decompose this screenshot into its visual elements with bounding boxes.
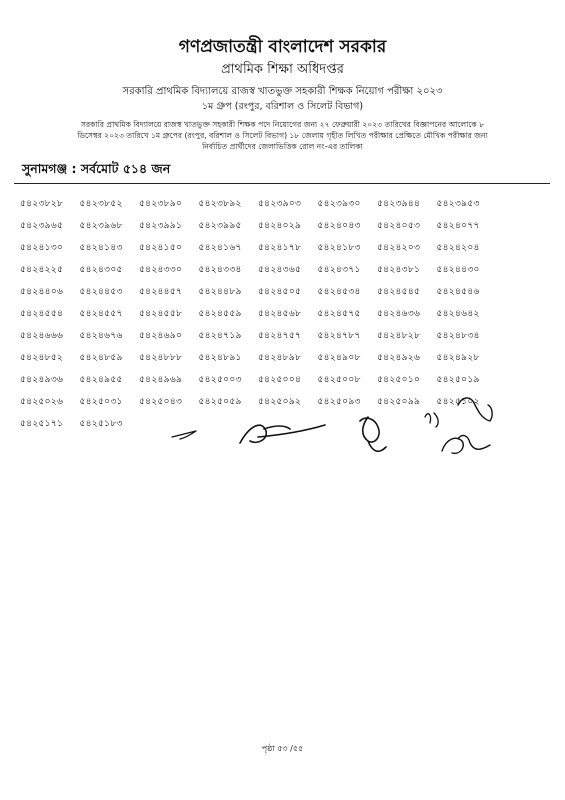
roll-number: ৫৪২৪৫৬৮ — [258, 308, 302, 319]
roll-number: ৫৪২৪৩৮১ — [377, 264, 421, 275]
roll-number: ৫৪২৪৯৬৯ — [139, 374, 183, 385]
roll-number: ৫৪২৩৮২৮ — [20, 198, 64, 209]
roll-number: ৫৪২৫০১৯ — [436, 374, 480, 385]
district-heading: সুনামগঞ্জ : সর্বমোট ৫১৪ জন — [22, 161, 171, 176]
roll-number: ৫৪২৪৯৫৫ — [79, 374, 123, 385]
roll-number: ৫৪২৪৫৫৪ — [20, 308, 64, 319]
roll-number: ৫৪২৪৪৫৭ — [139, 286, 183, 297]
department-title: প্রাথমিক শিক্ষা অধিদপ্তর — [221, 62, 344, 77]
roll-number: ৫৪২৪৮৫২ — [20, 352, 64, 363]
roll-number: ৫৪২৫০১০ — [377, 374, 421, 385]
roll-number: ৫৪২৫১৭১ — [20, 418, 64, 429]
roll-number: ৫৪২৪৮২৮ — [377, 330, 421, 341]
government-title: গণপ্রজাতন্ত্রী বাংলাদেশ সরকার — [178, 37, 387, 57]
roll-number: ৫৪২৪৩৭১ — [317, 264, 361, 275]
roll-number: ৫৪২৪১৩০ — [20, 242, 64, 253]
roll-number: ৫৪২৩৯৬৫ — [20, 220, 64, 231]
roll-number: ৫৪২৪৬৩৬ — [377, 308, 421, 319]
roll-number: ৫৪২৫১৮৩ — [79, 418, 123, 429]
roll-number: ৫৪২৪৮৩৪ — [436, 330, 480, 341]
roll-number: ৫৪২৪৬৭৬ — [79, 330, 123, 341]
roll-number: ৫৪২৪২২৫ — [20, 264, 64, 275]
exam-title: সরকারি প্রাথমিক বিদ্যালয়ে রাজস্ব খাতভুক্ত সহকারী শিক্ষক নিয়োগ পরীক্ষা ২০২৩ — [122, 86, 443, 97]
roll-number: ৫৪২৩৯৪৪ — [377, 198, 421, 209]
roll-number: ৫৪২৪৪০৬ — [20, 286, 64, 297]
roll-number: ৫৪২৫০০৪ — [258, 374, 302, 385]
roll-number: ৫৪২৪১৫০ — [139, 242, 183, 253]
roll-number: ৫৪২৪৯২৮ — [436, 352, 480, 363]
roll-number: ৫৪২৪৫৫৮ — [139, 308, 183, 319]
roll-number: ৫৪২৪৫৫৭ — [79, 308, 123, 319]
roll-number: ৫৪২৫১০২ — [436, 396, 480, 407]
roll-number: ৫৪২৪৪৮৯ — [198, 286, 242, 297]
roll-number: ৫৪২৩৯৯৫ — [198, 220, 242, 231]
notice-line: নির্বাচিত প্রার্থীদের জেলাভিত্তিক রোল নং-এর তালিকা — [202, 142, 363, 151]
roll-number: ৫৪২৪১৬৭ — [198, 242, 242, 253]
signature-5 — [458, 398, 492, 421]
roll-number: ৫৪২৪৩০৫ — [79, 264, 123, 275]
roll-number: ৫৪২৪০৪৩ — [317, 220, 361, 231]
roll-number: ৫৪২৩৯৫৩ — [436, 198, 480, 209]
page-number: পৃষ্ঠা ৫৩ /৫৫ — [261, 744, 304, 753]
roll-number: ৫৪২৪২০৪ — [436, 242, 480, 253]
roll-number: ৫৪২৪০৭৭ — [436, 220, 480, 231]
roll-number: ৫৪২৪৯০৮ — [317, 352, 361, 363]
notice-line: সরকারি প্রাথমিক বিদ্যালয়ে রাজস্ব খাতভুক্ত সহকারী শিক্ষক পদে নিয়োগের জন্য ২৭ ফেব্রুয়ারী ২০২৩ তারিখের বিজ্ঞাপনের আলোকে ৮ — [80, 120, 485, 129]
roll-number: ৫৪২৩৮৯২ — [198, 198, 242, 209]
roll-number: ৫৪২৫০৯৯ — [377, 396, 421, 407]
roll-number: ৫৪২৪১৪৩ — [79, 242, 123, 253]
roll-number: ৫৪২৪৯৩৬ — [20, 374, 64, 385]
roll-number: ৫৪২৪২০৩ — [377, 242, 421, 253]
roll-number: ৫৪২৩৮৯০ — [139, 198, 183, 209]
divider — [14, 183, 550, 184]
roll-number: ৫৪২৪০৫৩ — [377, 220, 421, 231]
signature-4 — [425, 413, 438, 427]
roll-number: ৫৪২৪১৭৮ — [258, 242, 302, 253]
group-title: ১ম গ্রুপ (রংপুর, বরিশাল ও সিলেট বিভাগ) — [201, 101, 364, 112]
roll-number: ৫৪২৪৭১৯ — [198, 330, 242, 341]
roll-number: ৫৪২৫০৪৩ — [139, 396, 183, 407]
roll-number: ৫৪২৪০২৯ — [258, 220, 302, 231]
signature-6 — [442, 436, 490, 454]
roll-number: ৫৪২৫০৯৩ — [317, 396, 361, 407]
notice-line: ডিসেম্বর ২০২৩ তারিখে ১ম গ্রুপের (রংপুর, বরিশাল ও সিলেট বিভাগ) ১৮ জেলায় গৃহীত লিখিত পরীক্ষার প্রেক্ষিতে মৌখিক পরীক্ষার জন্য — [77, 131, 488, 140]
roll-number: ৫৪২৪৩৬৫ — [258, 264, 302, 275]
roll-number: ৫৪২৪১৮৩ — [317, 242, 361, 253]
roll-number: ৫৪২৪৩৩৪ — [198, 264, 242, 275]
roll-number: ৫৪২৪৪৫৩ — [79, 286, 123, 297]
roll-number: ৫৪২৫০৩১ — [79, 396, 123, 407]
roll-number: ৫৪২৩৮৫২ — [79, 198, 123, 209]
signatures-graphic — [0, 395, 565, 485]
roll-number: ৫৪২৩৯৬৮ — [79, 220, 123, 231]
roll-number: ৫৪২৪৭৮৭ — [317, 330, 361, 341]
roll-number: ৫৪২৪৮৯৮ — [258, 352, 302, 363]
roll-number: ৫৪২৩৯৯১ — [139, 220, 183, 231]
roll-number: ৫৪২৪৫৪৬ — [436, 286, 480, 297]
notice-text — [40, 119, 525, 152]
roll-number: ৫৪২৫০৯২ — [258, 396, 302, 407]
roll-number: ৫৪২৪৫৩৪ — [317, 286, 361, 297]
roll-number: ৫৪২৪৭৫৭ — [258, 330, 302, 341]
roll-number: ৫৪২৪৬৪২ — [436, 308, 480, 319]
roll-number: ৫৪২৪৪৩০ — [436, 264, 480, 275]
roll-number: ৫৪২৪৩৩০ — [139, 264, 183, 275]
roll-number: ৫৪২৫০৫৯ — [198, 396, 242, 407]
roll-number: ৫৪২৪৬৯০ — [139, 330, 183, 341]
roll-number: ৫৪২৪৫০৫ — [258, 286, 302, 297]
roll-number: ৫৪২৪৫৭৫ — [317, 308, 361, 319]
signature-1 — [172, 431, 196, 439]
roll-number: ৫৪২৪৫৫৯ — [198, 308, 242, 319]
roll-number: ৫৪২৪৯২৬ — [377, 352, 421, 363]
roll-number: ৫৪২৪৬৬৬ — [20, 330, 64, 341]
roll-number: ৫৪২৪৮৫৯ — [79, 352, 123, 363]
roll-number: ৫৪২৩৯৩০ — [317, 198, 361, 209]
signature-2 — [240, 425, 325, 443]
roll-number: ৫৪২৫০২৬ — [20, 396, 64, 407]
roll-number: ৫৪২৪৮৮৮ — [139, 352, 183, 363]
roll-number: ৫৪২৪৫৪৫ — [377, 286, 421, 297]
roll-number: ৫৪২৫০০৮ — [317, 374, 361, 385]
roll-number: ৫৪২৪৮৯১ — [198, 352, 242, 363]
roll-number: ৫৪২৫০০৩ — [198, 374, 242, 385]
signature-3 — [360, 417, 386, 451]
roll-number: ৫৪২৩৯০৩ — [258, 198, 302, 209]
